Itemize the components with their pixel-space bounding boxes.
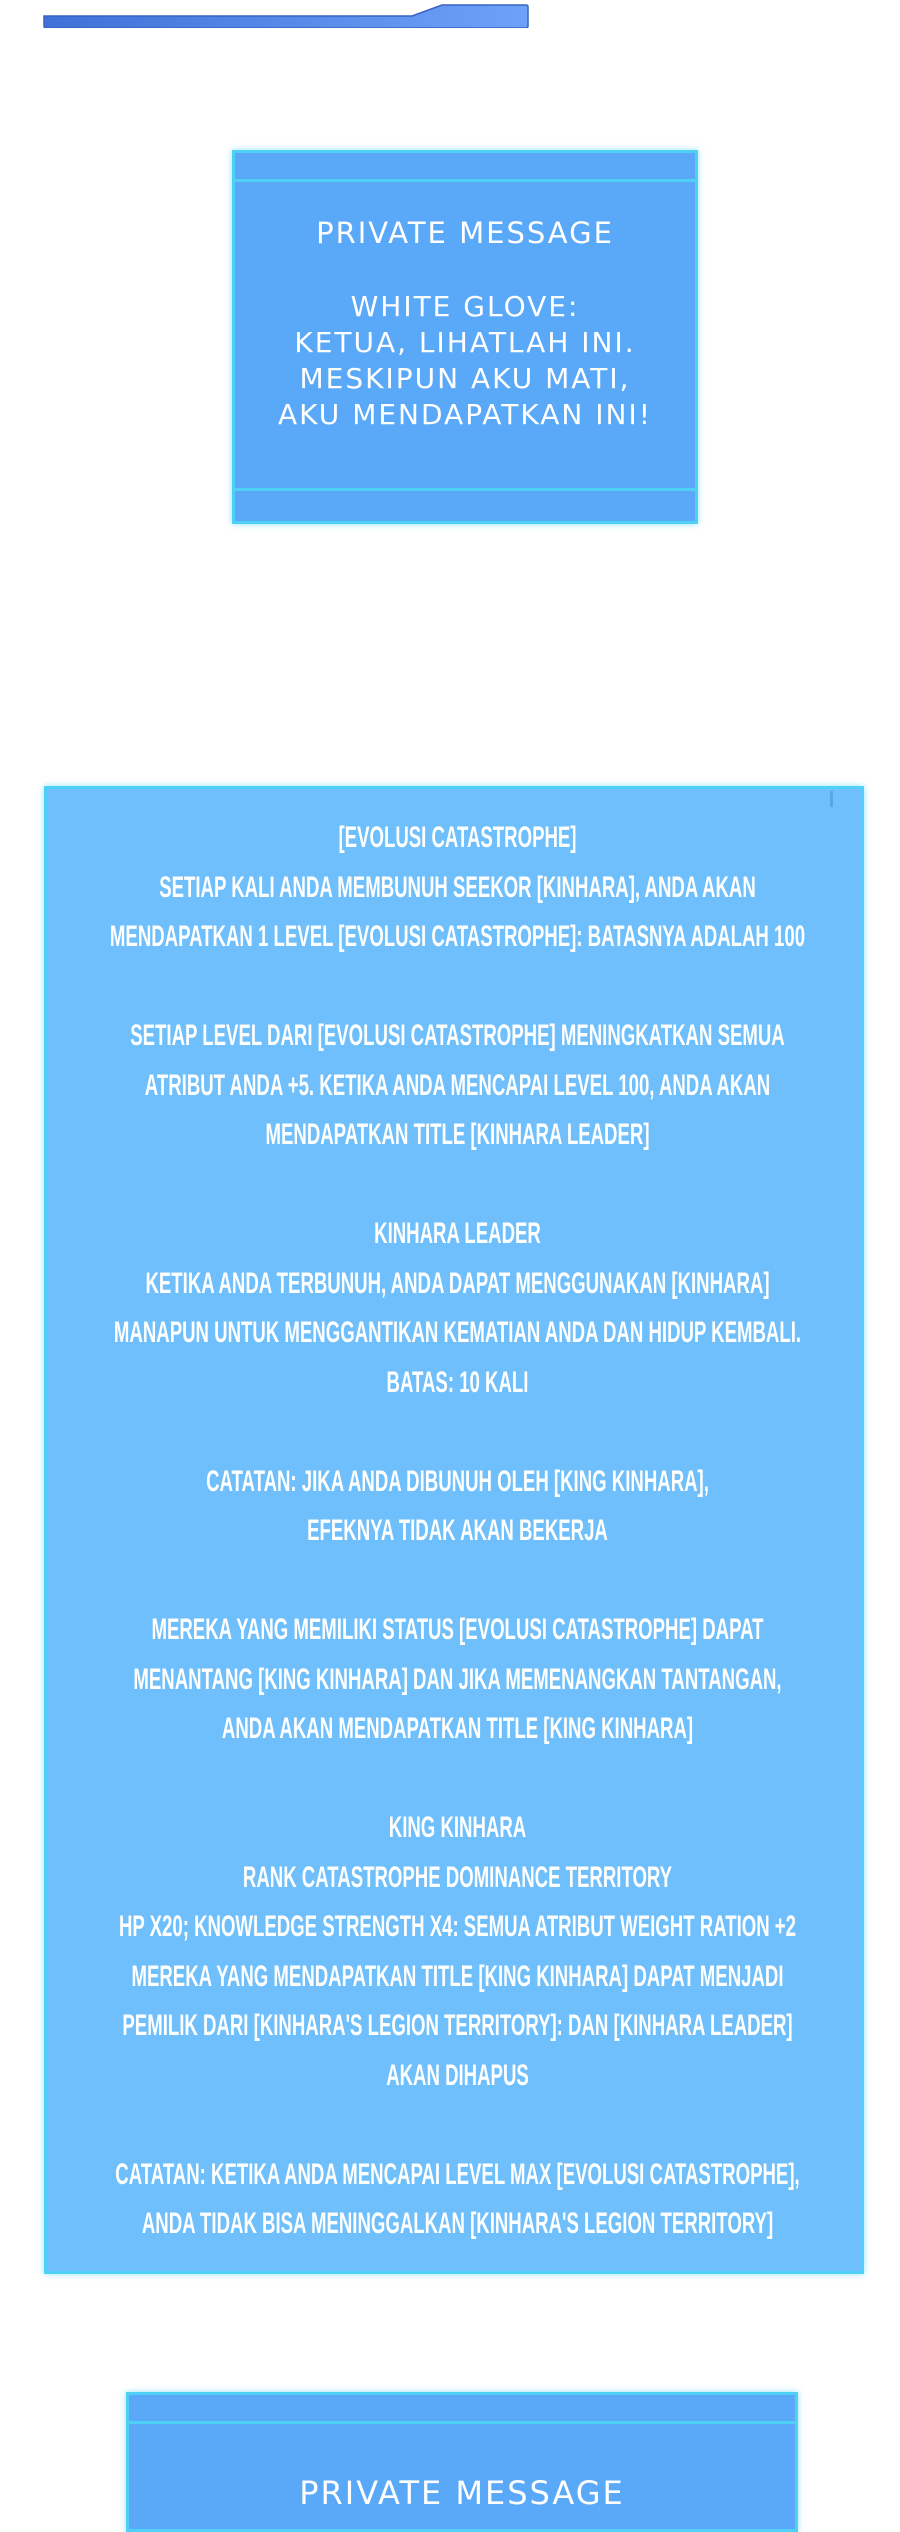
info-line: SETIAP KALI ANDA MEMBUNUH SEEKOR [KINHARA], ANDA AKAN: [159, 870, 756, 904]
info-line: MEREKA YANG MEMILIKI STATUS [EVOLUSI CATASTROPHE] DAPAT: [151, 1613, 764, 1646]
info-line: ANDA AKAN MENDAPATKAN TITLE [KING KINHARA]: [221, 1712, 694, 1745]
info-panel-content: [47, 813, 867, 2249]
info-line: SETIAP LEVEL DARI [EVOLUSI CATASTROPHE] MENINGKATKAN SEMUA: [130, 1019, 785, 1052]
pm-body-line: WHITE GLOVE:: [350, 290, 580, 323]
info-line: ATRIBUT ANDA +5. KETIKA ANDA MENCAPAI LEVEL 100, ANDA AKAN: [144, 1068, 771, 1102]
info-heading-king-kinhara: KING KINHARA: [388, 1811, 527, 1844]
info-line: MENANTANG [KING KINHARA] DAN JIKA MEMENANGKAN TANTANGAN,: [133, 1662, 782, 1696]
private-message-box-2: [126, 2392, 798, 2532]
pm-body-line: MESKIPUN AKU MATI,: [299, 362, 631, 395]
spacer: [47, 1754, 867, 1804]
info-note: ANDA TIDAK BISA MENINGGALKAN [KINHARA'S LEGION TERRITORY]: [141, 2207, 774, 2240]
info-note: CATATAN: KETIKA ANDA MENCAPAI LEVEL MAX [EVOLUSI CATASTROPHE],: [115, 2157, 800, 2191]
pm-body-line: KETUA, LIHATLAH INI.: [294, 326, 636, 359]
pm-title: PRIVATE MESSAGE: [299, 2474, 625, 2512]
info-line: MEREKA YANG MENDAPATKAN TITLE [KING KINHARA] DAPAT MENJADI: [131, 1959, 784, 1993]
info-line: KETIKA ANDA TERBUNUH, ANDA DAPAT MENGGUNAKAN [KINHARA]: [145, 1266, 770, 1300]
pm-body: [235, 289, 695, 433]
info-line: HP X20; KNOWLEDGE STRENGTH X4: SEMUA ATRIBUT WEIGHT RATION +2: [118, 1910, 797, 1943]
info-line: RANK CATASTROPHE DOMINANCE TERRITORY: [242, 1860, 673, 1894]
info-note: EFEKNYA TIDAK AKAN BEKERJA: [307, 1514, 608, 1547]
corner-tick-icon: [830, 791, 833, 807]
spacer: [47, 1160, 867, 1210]
spacer: [47, 1556, 867, 1606]
info-line: AKAN DIHAPUS: [386, 2058, 529, 2092]
private-message-box: [232, 150, 698, 524]
pm-header-band: [129, 2421, 795, 2424]
info-heading-kinhara-leader: KINHARA LEADER: [374, 1217, 541, 1250]
info-line: PEMILIK DARI [KINHARA'S LEGION TERRITORY]: DAN [KINHARA LEADER]: [122, 2009, 793, 2042]
pm-footer-band: [235, 488, 695, 491]
spacer: [47, 962, 867, 1012]
pm-header-band: [235, 179, 695, 182]
info-heading-evolusi: [EVOLUSI CATASTROPHE]: [338, 821, 577, 854]
spacer: [47, 2100, 867, 2150]
pm-title: PRIVATE MESSAGE: [316, 216, 614, 250]
system-info-panel: [44, 786, 864, 2274]
info-line: MENDAPATKAN 1 LEVEL [EVOLUSI CATASTROPHE]: BATASNYA ADALAH 100: [109, 920, 806, 953]
spacer: [47, 1407, 867, 1457]
info-line: MANAPUN UNTUK MENGGANTIKAN KEMATIAN ANDA DAN HIDUP KEMBALI.: [113, 1316, 802, 1349]
info-line: MENDAPATKAN TITLE [KINHARA LEADER]: [265, 1118, 650, 1151]
top-banner-fragment: [42, 0, 530, 28]
info-note: CATATAN: JIKA ANDA DIBUNUH OLEH [KING KINHARA],: [206, 1464, 709, 1498]
info-line: BATAS: 10 KALI: [386, 1365, 529, 1399]
pm-body-line: AKU MENDAPATKAN INI!: [278, 398, 652, 431]
banner-bar-icon: [42, 0, 530, 28]
